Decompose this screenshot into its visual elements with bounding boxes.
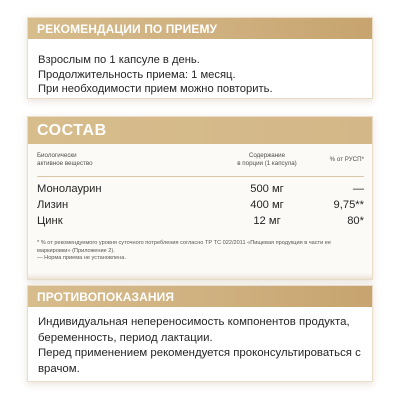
ingredient-name: Монолаурин <box>37 183 102 195</box>
header-percent: % от РУСП* <box>329 156 364 163</box>
recommendations-title: РЕКОМЕНДАЦИИ ПО ПРИЕМУ <box>28 18 372 39</box>
composition-footnotes <box>37 240 364 263</box>
ingredient-name: Лизин <box>37 199 69 211</box>
ingredient-percent: — <box>352 183 364 195</box>
contraindication-line: Индивидуальная непереносимость компонентов продукта, беременность, период лактации. <box>38 316 350 344</box>
recommendations-card <box>27 17 373 99</box>
recommendation-line: Продолжительность приема: 1 месяц. <box>38 68 236 81</box>
ingredient-amount: 500 мг <box>250 183 284 195</box>
footnote: — Норма приема не установлена. <box>37 255 126 262</box>
table-row <box>37 215 364 231</box>
composition-card <box>27 116 373 280</box>
ingredient-amount: 12 мг <box>253 215 281 227</box>
contraindications-text <box>38 315 364 377</box>
footnote: маркировки» (Приложение 2). <box>37 247 115 254</box>
recommendation-line: Взрослым по 1 капсуле в день. <box>38 54 200 66</box>
header-substance: Биологически активное вещество <box>37 152 93 167</box>
header-amount: Содержание в порции (1 капсула) <box>237 152 297 167</box>
contraindications-card <box>27 285 373 382</box>
ingredient-name: Цинк <box>37 215 63 227</box>
footnote: * % от рекомендуемого уровня суточного потребления согласно ТР ТС 022/2011 «Пищевая продукция в части ее <box>37 240 332 246</box>
recommendation-line: При необходимости прием можно повторить. <box>38 83 273 95</box>
table-row <box>37 199 364 215</box>
composition-table-body <box>37 183 364 231</box>
composition-title: СОСТАВ <box>28 117 372 144</box>
contraindication-line: Перед применением рекомендуется проконсультироваться с врачом. <box>38 347 361 375</box>
ingredient-percent: 80* <box>347 215 364 227</box>
ingredient-percent: 9,75** <box>333 199 364 211</box>
recommendations-text <box>38 53 364 97</box>
ingredient-amount: 400 мг <box>250 199 284 211</box>
card-bottom-shade <box>28 273 372 279</box>
table-row <box>37 183 364 199</box>
header-divider <box>37 176 364 177</box>
contraindications-title: ПРОТИВОПОКАЗАНИЯ <box>28 286 372 307</box>
